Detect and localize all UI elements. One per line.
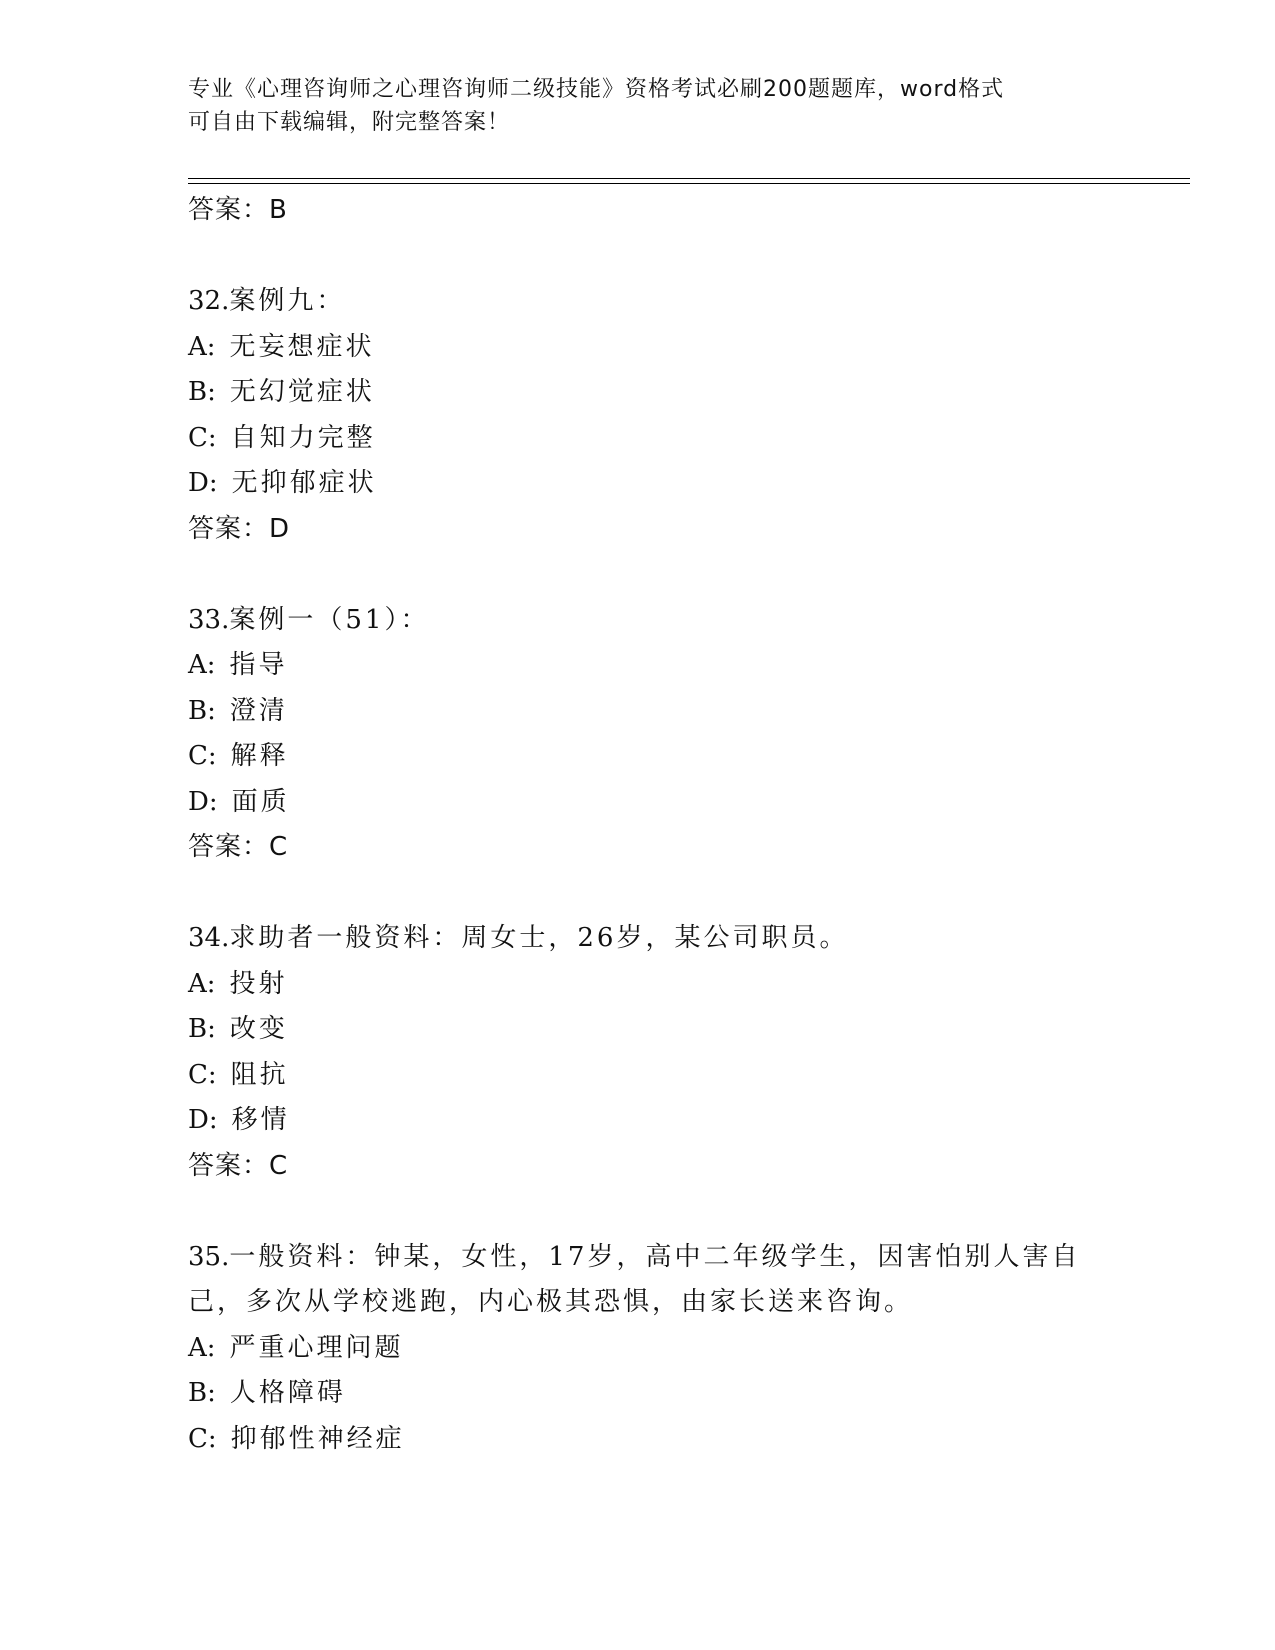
option-text: 移情	[231, 1105, 290, 1135]
option-label: A:	[188, 968, 216, 999]
option-label: A:	[188, 1332, 216, 1363]
question-number: 32.	[188, 286, 230, 316]
option-text: 投射	[229, 968, 288, 999]
option-b	[188, 1007, 1088, 1053]
option-c	[188, 734, 1088, 780]
option-text: 阻抗	[230, 1059, 289, 1090]
option-text: 面质	[231, 786, 290, 817]
question-text: 案例九：	[229, 286, 346, 316]
option-label: C:	[188, 422, 217, 453]
option-label: B:	[188, 377, 216, 407]
question-text: 一般资料：钟某，女性，17岁，高中二年级学生，因害怕别人害自	[229, 1241, 1081, 1272]
option-text: 自知力完整	[230, 422, 376, 453]
option-d	[188, 1098, 1088, 1144]
option-label: B:	[188, 1014, 216, 1044]
option-label: B:	[188, 695, 216, 726]
header-divider-top	[188, 178, 1190, 179]
option-c	[188, 416, 1088, 462]
document-header	[188, 73, 1068, 139]
option-label: A:	[188, 331, 216, 362]
question-33	[188, 598, 1088, 644]
question-35	[188, 1235, 1088, 1281]
option-b	[188, 370, 1088, 416]
option-a	[188, 643, 1088, 689]
option-d	[188, 461, 1088, 507]
option-text: 无幻觉症状	[229, 377, 375, 407]
option-text: 无抑郁症状	[231, 468, 377, 498]
question-34	[188, 916, 1088, 962]
question-text: 己，多次从学校逃跑，内心极其恐惧，由家长送来咨询。	[188, 1287, 914, 1317]
option-label: A:	[188, 650, 216, 680]
option-label: C:	[188, 741, 217, 771]
option-c	[188, 1053, 1088, 1099]
header-divider-bottom	[188, 183, 1190, 184]
option-text: 无妄想症状	[229, 331, 375, 362]
question-number: 33.	[188, 604, 230, 635]
option-text: 抑郁性神经症	[230, 1423, 405, 1454]
spacer	[188, 552, 1088, 598]
option-label: D:	[188, 786, 218, 817]
option-a	[188, 1326, 1088, 1372]
question-text: 案例一（51）：	[229, 604, 430, 635]
option-b	[188, 1371, 1088, 1417]
header-line-2: 可自由下载编辑，附完整答案！	[188, 110, 511, 135]
option-c	[188, 1417, 1088, 1463]
option-label: C:	[188, 1423, 217, 1454]
spacer	[188, 1189, 1088, 1235]
option-text: 指导	[229, 650, 288, 680]
option-label: C:	[188, 1059, 217, 1090]
spacer	[188, 871, 1088, 917]
option-text: 解释	[230, 741, 289, 771]
option-d	[188, 780, 1088, 826]
answer-32: 答案：D	[188, 513, 291, 544]
question-text: 求助者一般资料：周女士，26岁，某公司职员。	[229, 923, 849, 953]
option-text: 严重心理问题	[229, 1332, 404, 1363]
answer-34: 答案：C	[188, 1150, 289, 1181]
question-number: 35.	[188, 1241, 230, 1272]
question-number: 34.	[188, 923, 230, 953]
option-a	[188, 325, 1088, 371]
spacer	[188, 234, 1088, 280]
question-32	[188, 279, 1088, 325]
option-label: B:	[188, 1378, 216, 1408]
option-a	[188, 962, 1088, 1008]
option-label: D:	[188, 468, 218, 498]
answer-31: 答案：B	[188, 195, 288, 225]
answer-33: 答案：C	[188, 832, 289, 862]
question-list	[188, 188, 1088, 1462]
question-35-continued	[188, 1280, 1088, 1326]
option-text: 改变	[229, 1014, 288, 1044]
option-text: 澄清	[229, 695, 288, 726]
header-line-1: 专业《心理咨询师之心理咨询师二级技能》资格考试必刷200题题库，word格式	[188, 77, 1005, 102]
option-b	[188, 689, 1088, 735]
option-label: D:	[188, 1105, 218, 1135]
option-text: 人格障碍	[229, 1378, 346, 1408]
